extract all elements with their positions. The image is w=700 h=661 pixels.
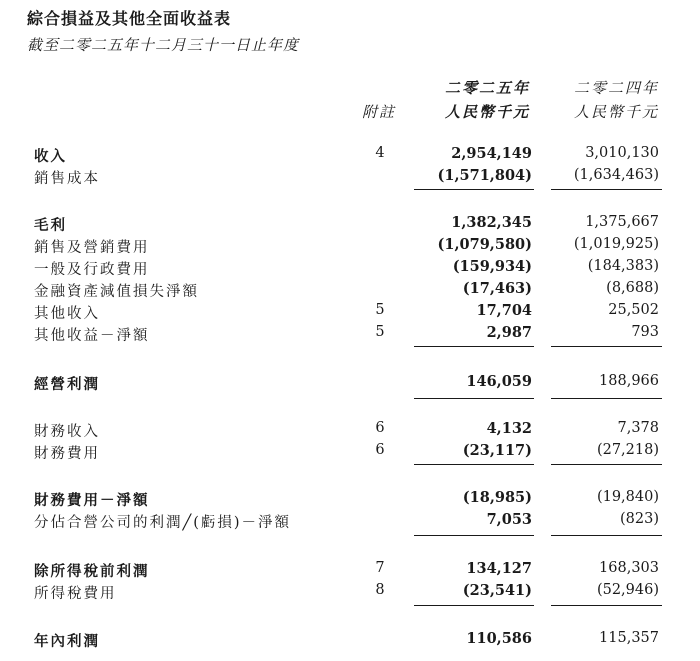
row-note: 5 <box>375 302 385 318</box>
rule-subtotal <box>551 398 662 399</box>
rule-subtotal <box>551 535 662 536</box>
row-prior: (1,634,463) <box>573 167 659 183</box>
row-label: 所得稅費用 <box>34 586 117 602</box>
row-prior: 188,966 <box>599 373 659 389</box>
row-prior: 25,502 <box>608 302 659 318</box>
statement-subtitle: 截至二零二五年十二月三十一日止年度 <box>27 36 300 54</box>
row-note: 4 <box>375 145 385 161</box>
rule-subtotal <box>414 398 534 399</box>
rule-subtotal <box>414 535 534 536</box>
row-other-income <box>0 302 700 324</box>
row-prior: 115,357 <box>599 630 659 646</box>
row-current: (159,934) <box>452 258 532 275</box>
row-label: 財務收入 <box>34 424 100 440</box>
rule-subtotal <box>551 189 662 190</box>
row-label: 銷售成本 <box>34 171 100 187</box>
row-current: 134,127 <box>466 560 532 577</box>
row-admin-expenses <box>0 258 700 280</box>
rule-subtotal <box>551 464 662 465</box>
row-profit-for-year <box>0 630 700 652</box>
header-current-year: 二零二五年 <box>444 79 530 97</box>
row-note: 7 <box>375 560 385 576</box>
row-note: 6 <box>375 442 385 458</box>
row-current: 2,987 <box>486 324 532 341</box>
row-label: 收入 <box>34 148 67 165</box>
row-label: 除所得稅前利潤 <box>34 563 150 580</box>
row-revenue <box>0 145 700 167</box>
row-income-tax <box>0 582 700 604</box>
row-prior: 793 <box>631 324 659 340</box>
row-prior: 1,375,667 <box>585 214 659 230</box>
row-current: 146,059 <box>466 373 532 390</box>
row-profit-before-tax <box>0 560 700 582</box>
rule-subtotal <box>414 346 534 347</box>
header-prior-year: 二零二四年 <box>573 79 659 97</box>
row-current: 7,053 <box>486 511 532 528</box>
row-prior: (27,218) <box>596 442 659 458</box>
rule-subtotal <box>414 464 534 465</box>
header-current-unit: 人民幣千元 <box>444 103 530 121</box>
row-label: 財務費用－淨額 <box>34 492 150 509</box>
row-label: 財務費用 <box>34 446 100 462</box>
rule-subtotal <box>551 346 662 347</box>
row-label: 毛利 <box>34 217 67 234</box>
row-label: 一般及行政費用 <box>34 262 150 278</box>
row-note: 6 <box>375 420 385 436</box>
row-share-of-jv <box>0 511 700 533</box>
row-operating-profit <box>0 373 700 395</box>
row-current: 2,954,149 <box>451 145 532 162</box>
header-prior-unit: 人民幣千元 <box>573 103 659 121</box>
row-prior: (52,946) <box>596 582 659 598</box>
rule-subtotal <box>551 605 662 606</box>
rule-subtotal <box>414 605 534 606</box>
row-prior: (823) <box>620 511 659 527</box>
row-prior: 168,303 <box>599 560 659 576</box>
row-current: (1,079,580) <box>437 236 532 253</box>
header-note-label: 附註 <box>362 103 397 121</box>
row-current: 4,132 <box>486 420 532 437</box>
row-impairment-losses <box>0 280 700 302</box>
row-note: 8 <box>375 582 385 598</box>
row-net-finance-costs <box>0 489 700 511</box>
row-prior: (1,019,925) <box>573 236 659 252</box>
row-note: 5 <box>375 324 385 340</box>
row-current: 110,586 <box>466 630 532 647</box>
row-prior: (19,840) <box>596 489 659 505</box>
row-cost-of-sales <box>0 167 700 189</box>
row-current: (23,541) <box>462 582 532 599</box>
row-current: (1,571,804) <box>437 167 532 184</box>
row-other-gains <box>0 324 700 346</box>
row-label: 其他收益－淨額 <box>34 328 150 344</box>
rule-subtotal <box>414 189 534 190</box>
row-prior: 7,378 <box>617 420 659 436</box>
row-prior: (184,383) <box>587 258 659 274</box>
row-label: 經營利潤 <box>34 376 100 393</box>
row-label: 年內利潤 <box>34 633 100 650</box>
row-current: (23,117) <box>462 442 532 459</box>
row-label: 分佔合營公司的利潤╱(虧損)－淨額 <box>34 515 292 531</box>
row-prior: (8,688) <box>606 280 659 296</box>
row-label: 其他收入 <box>34 306 100 322</box>
row-current: 17,704 <box>476 302 532 319</box>
row-label: 金融資產減值損失淨額 <box>34 284 199 300</box>
row-current: 1,382,345 <box>451 214 532 231</box>
row-gross-profit <box>0 214 700 236</box>
row-finance-costs <box>0 442 700 464</box>
row-label: 銷售及營銷費用 <box>34 240 150 256</box>
row-prior: 3,010,130 <box>585 145 659 161</box>
row-finance-income <box>0 420 700 442</box>
row-current: (18,985) <box>462 489 532 506</box>
row-current: (17,463) <box>462 280 532 297</box>
row-selling-expenses <box>0 236 700 258</box>
statement-title: 綜合損益及其他全面收益表 <box>27 9 232 28</box>
